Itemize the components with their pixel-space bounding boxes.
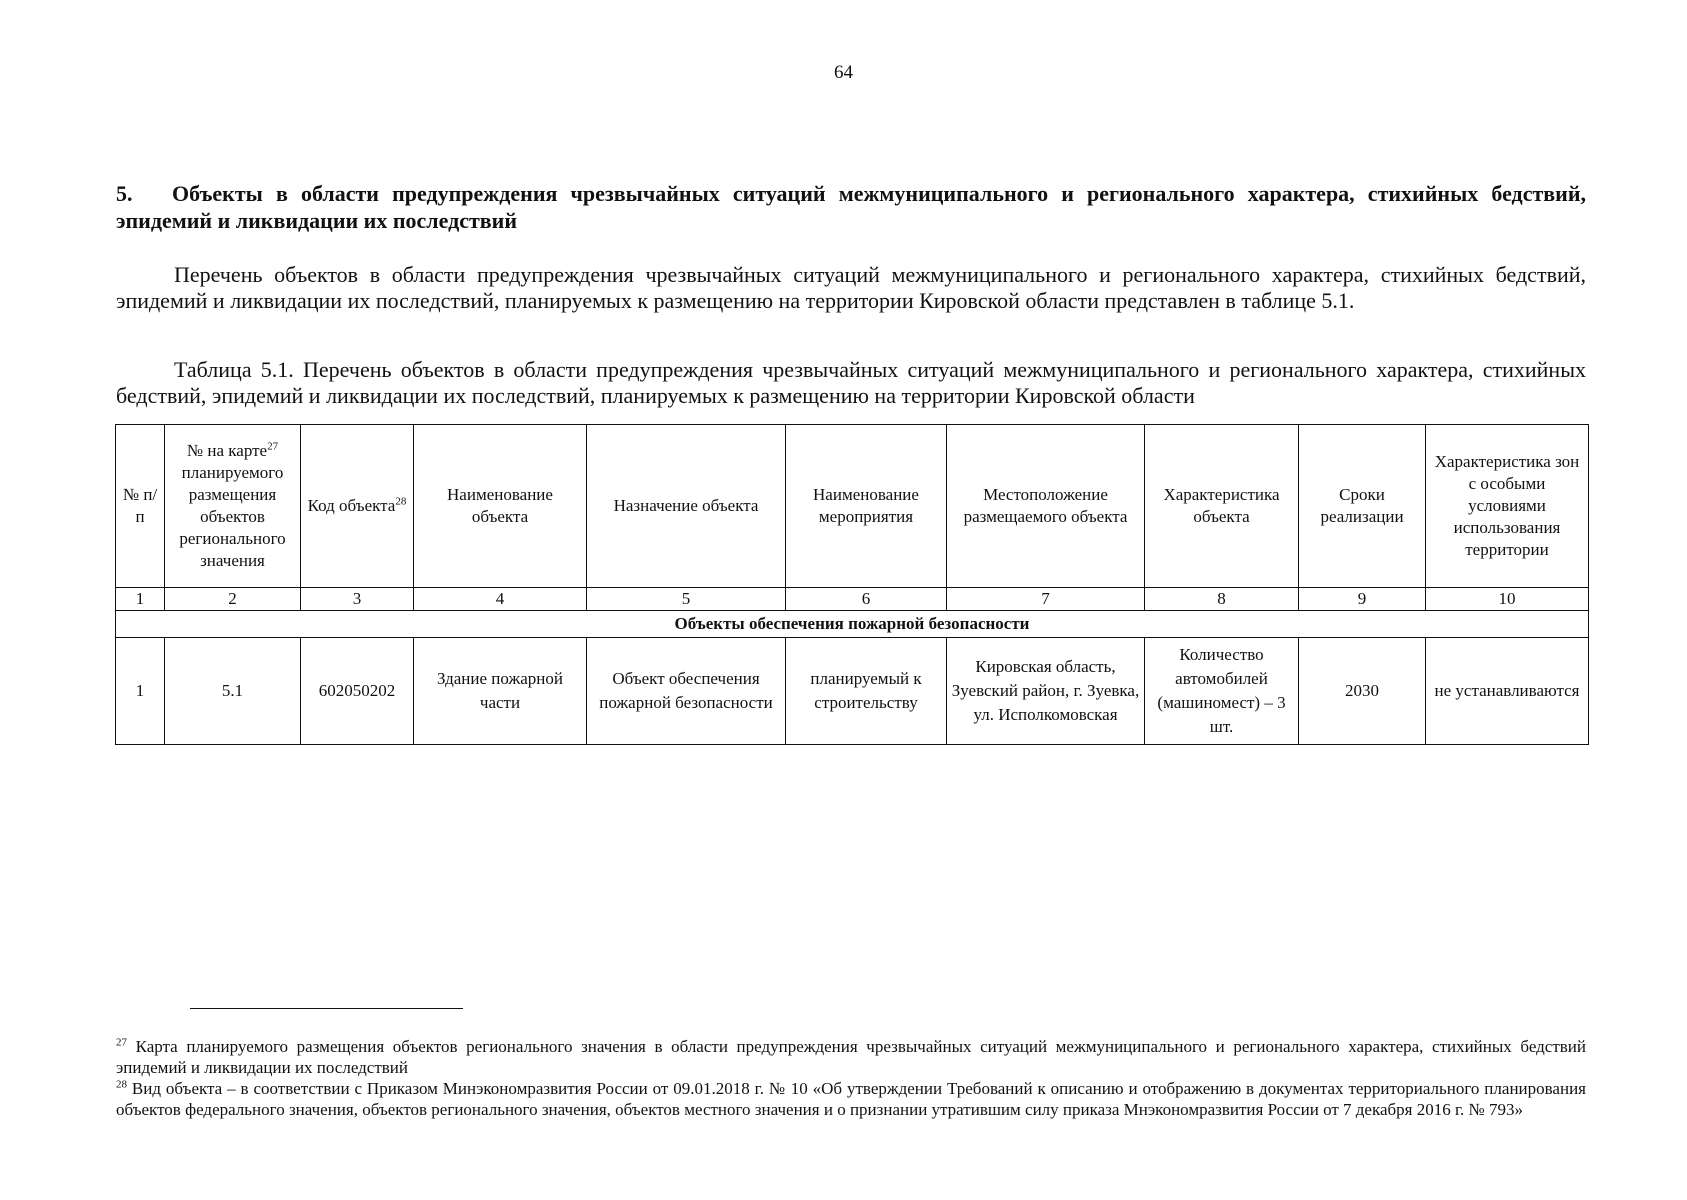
header-cell-name: Наименование объекта [414, 425, 587, 588]
header-map-num-label: № на карте [186, 441, 268, 460]
footnote-28 [116, 1078, 1586, 1120]
header-cell-zones: Характеристика зон с особыми условиями использования территории [1426, 425, 1589, 588]
page-number: 64 [834, 62, 853, 83]
footnote-text: Карта планируемого размещения объектов регионального значения в области предупреждения чрезвычайных ситуаций межмуниципального и регионального характера, стихийных бедствий эпидемий и ликвидации их последствий [116, 1037, 1587, 1077]
header-cell-characteristic: Характеристика объекта [1145, 425, 1299, 588]
footnote-ref-27: 27 [267, 440, 279, 453]
table-header-row [116, 425, 1589, 588]
header-cell-action: Наименование мероприятия [786, 425, 947, 588]
section-heading [116, 180, 1586, 234]
column-number: 4 [414, 588, 587, 611]
table-row [116, 638, 1589, 745]
footnote-27 [116, 1036, 1586, 1078]
column-number: 3 [301, 588, 414, 611]
header-cell-num: № п/п [116, 425, 165, 588]
cell-name: Здание пожарной части [414, 638, 587, 745]
group-title: Объекты обеспечения пожарной безопасности [116, 611, 1589, 638]
footnote-text: Вид объекта – в соответствии с Приказом Минэкономразвития России от 09.01.2018 г. № 10 «Об утверждении Требований к описанию и отображению в документах территориального планирования объектов федерального значения, объектов регионального значения, объектов местного значения и о признании утратившим силу приказа Мнэкономразвития России от 7 декабря 2016 г. № 793» [116, 1079, 1586, 1119]
column-number: 9 [1299, 588, 1426, 611]
table-caption: Таблица 5.1. Перечень объектов в области предупреждения чрезвычайных ситуаций межмуниципального и регионального характера, стихийных бедствий, эпидемий и ликвидации их последствий, планируемых к размещению на территории Кировской области [116, 357, 1586, 408]
cell-purpose: Объект обеспечения пожарной безопасности [587, 638, 786, 745]
cell-action: планируемый к строительству [786, 638, 947, 745]
header-cell-map-num [165, 425, 301, 588]
header-code-label: Код объекта [307, 496, 396, 515]
objects-table [115, 424, 1589, 745]
footnotes [116, 1036, 1586, 1120]
header-cell-term: Сроки реализации [1299, 425, 1426, 588]
section-number: 5. [116, 181, 133, 206]
cell-num: 1 [116, 638, 165, 745]
cell-code: 602050202 [301, 638, 414, 745]
objects-table-container [115, 424, 1588, 745]
column-number: 1 [116, 588, 165, 611]
column-number: 2 [165, 588, 301, 611]
column-number: 7 [947, 588, 1145, 611]
section-title: Объекты в области предупреждения чрезвычайных ситуаций межмуниципального и регионального характера, стихийных бедствий, эпидемий и ликвидации их последствий [116, 181, 1586, 233]
cell-characteristic: Количество автомобилей (машиномест) – 3 шт. [1145, 638, 1299, 745]
intro-paragraph: Перечень объектов в области предупреждения чрезвычайных ситуаций межмуниципального и регионального характера, стихийных бедствий, эпидемий и ликвидации их последствий, планируемых к размещению на территории Кировской области представлен в таблице 5.1. [116, 262, 1586, 313]
column-number-row [116, 588, 1589, 611]
header-map-num-rest: планируемого размещения объектов регионального значения [179, 463, 286, 570]
header-cell-code [301, 425, 414, 588]
footnote-mark: 27 [116, 1036, 127, 1049]
cell-zones: не устанавливаются [1426, 638, 1589, 745]
column-number: 6 [786, 588, 947, 611]
footnote-ref-28: 28 [395, 495, 407, 508]
header-cell-purpose: Назначение объекта [587, 425, 786, 588]
column-number: 8 [1145, 588, 1299, 611]
cell-location: Кировская область, Зуевский район, г. Зуевка, ул. Исполкомовская [947, 638, 1145, 745]
column-number: 10 [1426, 588, 1589, 611]
group-row [116, 611, 1589, 638]
cell-term: 2030 [1299, 638, 1426, 745]
footnote-mark: 28 [116, 1078, 127, 1091]
cell-map-num: 5.1 [165, 638, 301, 745]
footnote-divider [190, 1008, 463, 1009]
header-cell-location: Местоположение размещаемого объекта [947, 425, 1145, 588]
column-number: 5 [587, 588, 786, 611]
